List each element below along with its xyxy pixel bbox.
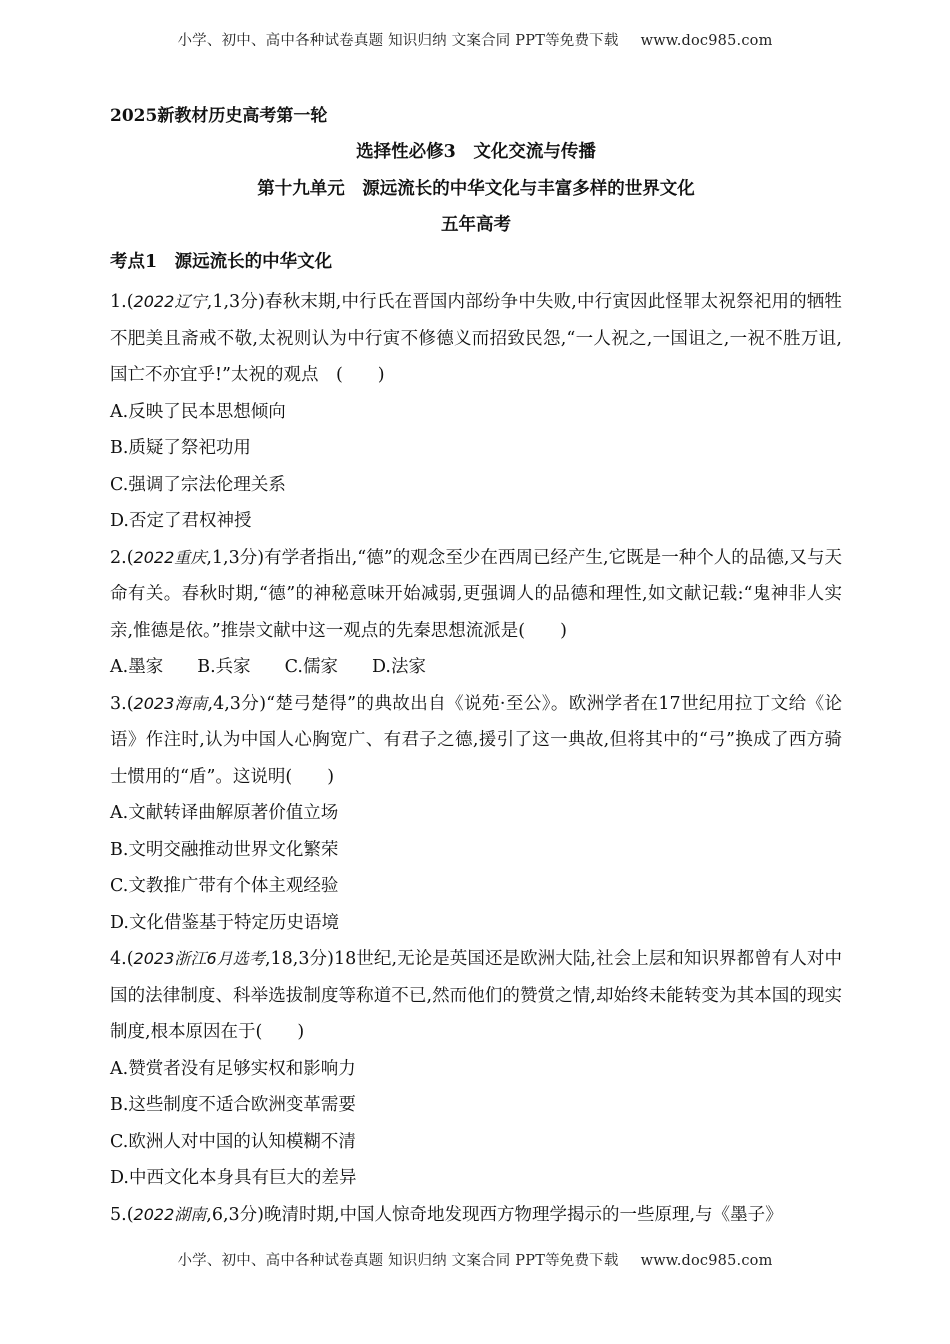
question-source: 2022辽宁: [133, 292, 207, 311]
header-text: 小学、初中、高中各种试卷真题 知识归纳 文案合同 PPT等免费下载: [177, 33, 619, 49]
page-footer: [0, 1249, 950, 1270]
option-d: D.文化借鉴基于特定历史语境: [110, 912, 339, 933]
option-a: A.反映了民本思想倾向: [110, 401, 286, 422]
topic-heading: 考点1 源远流长的中华文化: [110, 251, 333, 272]
question-source: 2022湖南: [133, 1204, 207, 1224]
document-body: [110, 102, 842, 1233]
question-1: 1.(2022辽宁,1,3分)春秋末期,中行氏在晋国内部纷争中失败,中行寅因此怪罪太祝祭祀用的牺牲不肥美且斋戒不敬,太祝则认为中行寅不修德义而招致民怨,“一人祝之,一国诅之,一祝不胜万诅,国亡不亦宜乎!”太祝的观点 ( ): [110, 292, 842, 385]
question-source: 2022重庆: [133, 547, 207, 567]
question-5: 5.(2022湖南,6,3分)晚清时期,中国人惊奇地发现西方物理学揭示的一些原理,与《墨子》: [110, 1204, 783, 1225]
header-site[interactable]: www.doc985.com: [640, 33, 773, 49]
option-c: C.强调了宗法伦理关系: [110, 474, 286, 495]
section-title: 五年高考: [441, 215, 511, 235]
option-c: C.文教推广带有个体主观经验: [110, 876, 339, 896]
doc-title: 2025新教材历史高考第一轮: [110, 106, 328, 126]
option-a: A.文献转译曲解原著价值立场: [110, 803, 339, 823]
option-c: C.儒家: [284, 657, 338, 677]
option-c: C.欧洲人对中国的认知模糊不清: [110, 1131, 356, 1152]
option-b: B.文明交融推动世界文化繁荣: [110, 839, 339, 860]
footer-text: 小学、初中、高中各种试卷真题 知识归纳 文案合同 PPT等免费下载: [177, 1253, 619, 1269]
option-b: B.兵家: [197, 657, 251, 677]
options-row: [110, 649, 842, 686]
page-header: [0, 29, 950, 50]
question-4: 4.(2023浙江6月选考,18,3分)18世纪,无论是英国还是欧洲大陆,社会上层和知识界都曾有人对中国的法律制度、科举选拔制度等称道不已,然而他们的赞赏之情,却始终未能转变为其本国的现实制度,根本原因在于( ): [110, 949, 842, 1042]
option-b: B.质疑了祭祀功用: [110, 438, 251, 458]
option-d: D.法家: [371, 657, 426, 677]
option-d: D.否定了君权神授: [110, 511, 252, 531]
question-source: 2023海南: [133, 693, 208, 713]
question-source: 2023浙江6月选考: [133, 949, 265, 968]
module-title: 选择性必修3 文化交流与传播: [356, 142, 596, 162]
question-3: 3.(2023海南,4,3分)“楚弓楚得”的典故出自《说苑·至公》。欧洲学者在17世纪用拉丁文给《论语》作注时,认为中国人心胸宽广、有君子之德,援引了这一典故,但将其中的“弓”换成了西方骑士惯用的“盾”。这说明( ): [110, 693, 842, 787]
option-d: D.中西文化本身具有巨大的差异: [110, 1168, 357, 1188]
option-a: A.墨家: [110, 657, 164, 677]
option-a: A.赞赏者没有足够实权和影响力: [110, 1058, 356, 1079]
option-b: B.这些制度不适合欧洲变革需要: [110, 1095, 356, 1115]
footer-site[interactable]: www.doc985.com: [640, 1253, 773, 1269]
question-2: 2.(2022重庆,1,3分)有学者指出,“德”的观念至少在西周已经产生,它既是一种个人的品德,又与天命有关。春秋时期,“德”的神秘意味开始减弱,更强调人的品德和理性,如文献记载:“鬼神非人实亲,惟德是依。”推崇文献中这一观点的先秦思想流派是( ): [110, 547, 842, 641]
unit-title: 第十九单元 源远流长的中华文化与丰富多样的世界文化: [257, 178, 695, 199]
